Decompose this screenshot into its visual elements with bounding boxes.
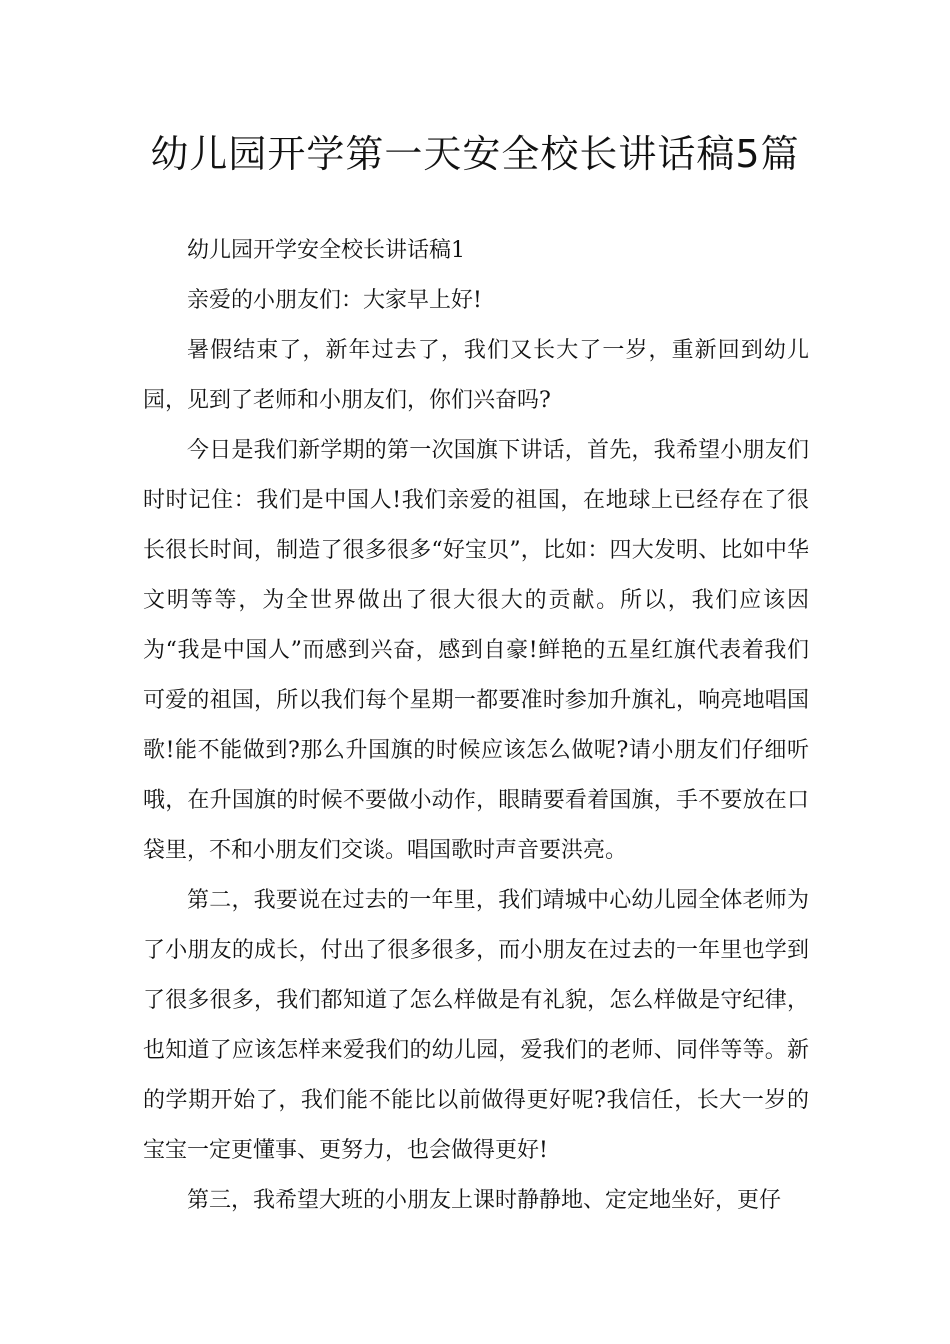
section-heading: 幼儿园开学安全校长讲话稿1: [187, 238, 465, 263]
body-paragraph: 今日是我们新学期的第一次国旗下讲话，首先，我希望小朋友们时时记住：我们是中国人!我们亲爱的祖国，在地球上已经存在了很长很长时间，制造了很多很多“好宝贝”，比如：四大发明、比如中华文明等等，为全世界做出了很大很大的贡献。所以，我们应该因为“我是中国人”而感到兴奋，感到自豪!鲜艳的五星红旗代表着我们可爱的祖国，所以我们每个星期一都要准时参加升旗礼，响亮地唱国歌!能不能做到?那么升国旗的时候应该怎么做呢?请小朋友们仔细听哦，在升国旗的时候不要做小动作，眼睛要看着国旗，手不要放在口袋里，不和小朋友们交谈。唱国歌时声音要洪亮。: [143, 438, 809, 863]
salutation-paragraph: 亲爱的小朋友们：大家早上好!: [187, 288, 482, 313]
body-paragraph: 第二，我要说在过去的一年里，我们靖城中心幼儿园全体老师为了小朋友的成长，付出了很多很多，而小朋友在过去的一年里也学到了很多很多，我们都知道了怎么样做是有礼貌，怎么样做是守纪律，也知道了应该怎样来爱我们的幼儿园，爱我们的老师、同伴等等。新的学期开始了，我们能不能比以前做得更好呢?我信任，长大一岁的宝宝一定更懂事、更努力，也会做得更好!: [143, 888, 809, 1163]
document-title: 幼儿园开学第一天安全校长讲话稿5篇: [150, 132, 800, 176]
body-paragraph: 第三，我希望大班的小朋友上课时静静地、定定地坐好，更仔: [187, 1188, 782, 1213]
body-paragraph: 暑假结束了，新年过去了，我们又长大了一岁，重新回到幼儿园，见到了老师和小朋友们，你们兴奋吗?: [143, 338, 809, 413]
document-body: [143, 226, 809, 1226]
